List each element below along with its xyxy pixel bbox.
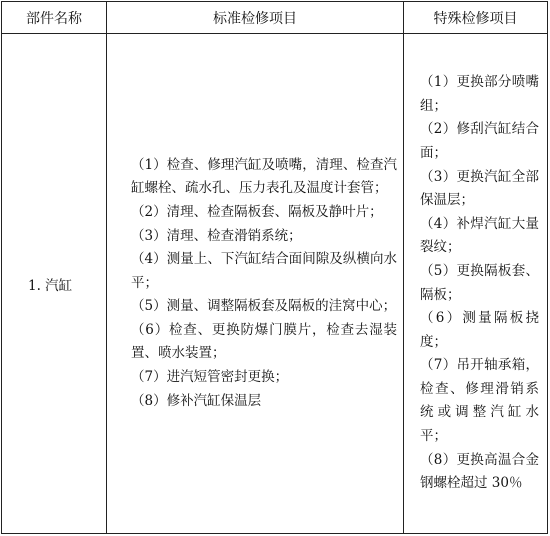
header-standard-items: 标准检修项目 [107, 2, 404, 34]
standard-item: （8）修补汽缸保温层 [131, 392, 262, 409]
header-part-name: 部件名称 [2, 2, 107, 34]
special-item: （7）吊开轴承箱，检查、修理滑销系统或调整汽缸水平； [420, 357, 539, 445]
special-item: （3）更换汽缸全部保温层； [420, 168, 539, 209]
standard-item: （7）进汽短管密封更换； [131, 369, 289, 386]
standard-item: （1）检查、修理汽缸及喷嘴，清理、检查汽缸螺栓、疏水孔、压力表孔及温度计套管； [131, 156, 397, 197]
special-item: （1）更换部分喷嘴组； [420, 74, 539, 114]
maintenance-items-table [1, 1, 548, 534]
table-row [2, 34, 548, 534]
part-name-cell: 1. 汽缸 [2, 34, 107, 534]
standard-item: （2）清理、检查隔板套、隔板及静叶片； [131, 203, 383, 220]
header-special-items: 特殊检修项目 [404, 2, 548, 34]
standard-item: （5）测量、调整隔板套及隔板的洼窝中心； [131, 298, 397, 315]
special-item: （6）测量隔板挠度； [420, 310, 539, 350]
standard-item: （4）测量上、下汽缸结合面间隙及纵横向水平； [131, 251, 397, 291]
standard-items-cell [107, 34, 404, 534]
maintenance-table-container [1, 1, 547, 534]
standard-item: （6）检查、更换防爆门膜片，检查去湿装置、喷水装置； [131, 321, 397, 362]
special-item: （2）修刮汽缸结合面； [420, 121, 539, 161]
special-items-cell [404, 34, 548, 534]
special-item: （5）更换隔板套、隔板； [420, 262, 539, 303]
special-item: （8）更换高温合金钢螺栓超过 30％ [420, 451, 539, 492]
standard-item: （3）清理、检查滑销系统； [131, 227, 302, 244]
header-row [2, 2, 548, 34]
special-item: （4）补焊汽缸大量裂纹； [420, 215, 539, 256]
